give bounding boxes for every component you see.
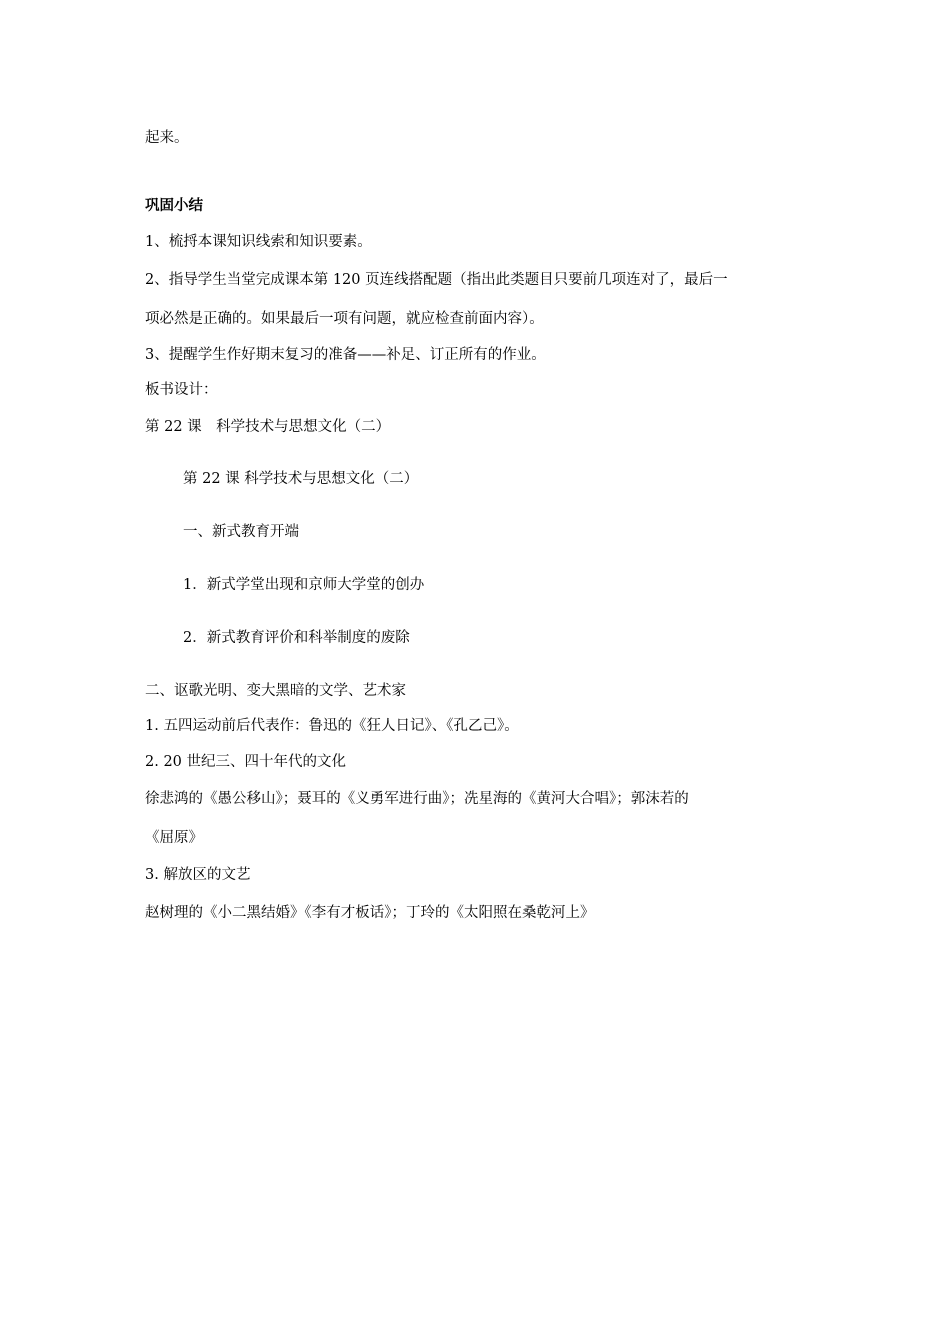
part2-line: 3. 解放区的文艺 (145, 867, 251, 883)
outline-title: 第 22 课 科学技术与思想文化（二） (183, 471, 419, 487)
part2-line: 徐悲鸿的《愚公移山》；聂耳的《义勇军进行曲》；冼星海的《黄河大合唱》；郭沫若的 (145, 791, 689, 807)
part2-heading: 二、讴歌光明、变大黑暗的文学、艺术家 (145, 683, 406, 699)
part2-line: 1. 五四运动前后代表作：鲁迅的《狂人日记》、《孔乙己》。 (145, 718, 519, 734)
summary-item: 1、梳捋本课知识线索和知识要素。 (145, 234, 372, 250)
part2-line: 2. 20 世纪三、四十年代的文化 (145, 754, 347, 770)
section-title: 巩固小结 (145, 198, 203, 214)
continuation-text: 起来。 (145, 130, 189, 146)
outline-item: 1．新式学堂出现和京师大学堂的创办 (183, 577, 425, 593)
summary-item: 项必然是正确的。如果最后一项有问题，就应检查前面内容）。 (145, 311, 544, 327)
part2-line: 《屈原》 (145, 830, 203, 846)
board-title: 第 22 课 科学技术与思想文化（二） (145, 419, 391, 435)
outline-heading: 一、新式教育开端 (183, 524, 299, 540)
outline-item: 2．新式教育评价和科举制度的废除 (183, 630, 410, 646)
part2-line: 赵树理的《小二黑结婚》《李有才板话》；丁玲的《太阳照在桑乾河上》 (145, 905, 595, 921)
board-label: 板书设计： (145, 382, 218, 398)
summary-item: 3、提醒学生作好期末复习的准备——补足、订正所有的作业。 (145, 347, 546, 363)
summary-item: 2、指导学生当堂完成课本第 120 页连线搭配题（指出此类题目只要前几项连对了，最后一 (145, 272, 728, 288)
